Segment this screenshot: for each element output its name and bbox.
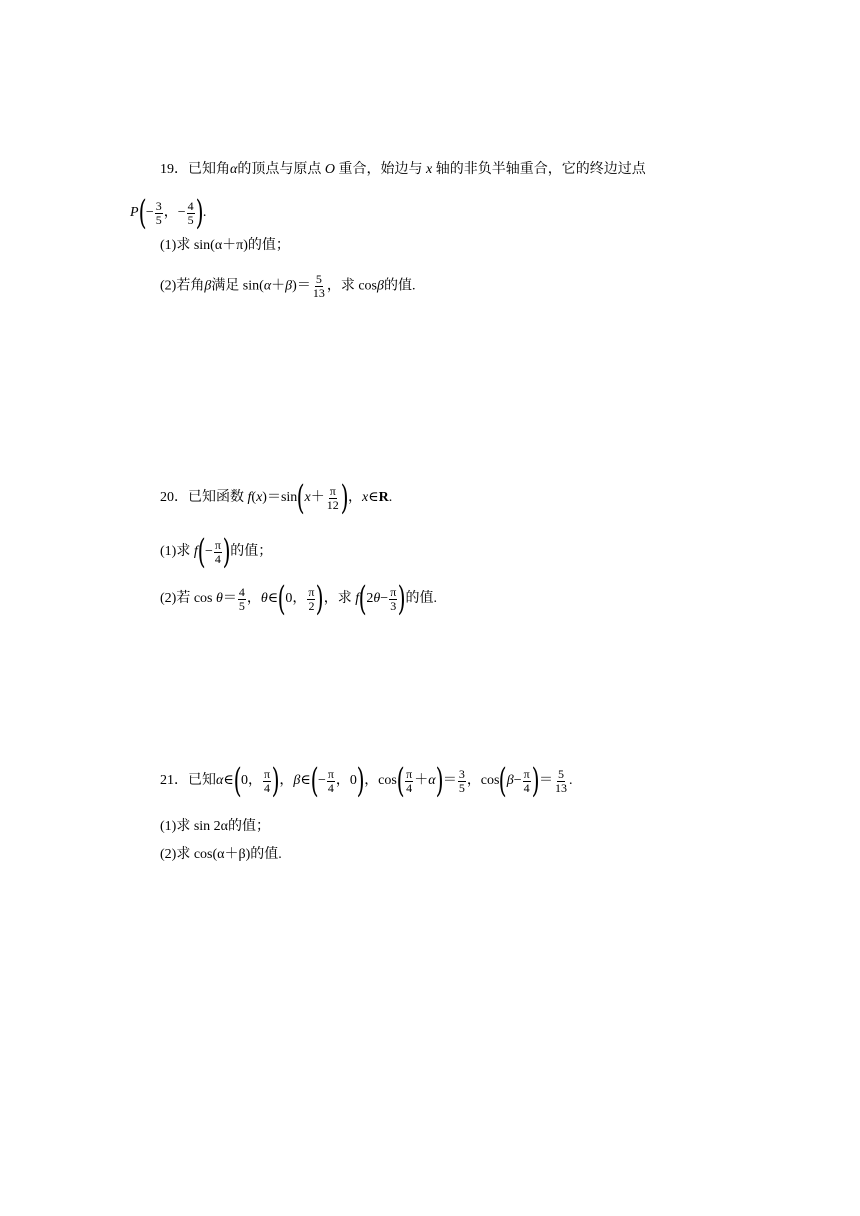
q19-part2 xyxy=(160,273,415,300)
numerator: 4 xyxy=(238,584,245,599)
denominator: 13 xyxy=(554,780,567,795)
text: (1)求 xyxy=(160,544,194,560)
beta-symbol: β xyxy=(204,278,212,294)
x-symbol: x xyxy=(362,490,369,506)
fraction xyxy=(327,768,335,795)
denominator: 4 xyxy=(214,551,221,566)
text: ， xyxy=(246,591,261,607)
right-paren: ) xyxy=(271,761,280,801)
fraction xyxy=(238,586,246,613)
text: )＝sin xyxy=(262,490,298,506)
left-paren: ( xyxy=(233,761,242,801)
fraction xyxy=(458,768,466,795)
text: 21．已知 xyxy=(160,773,216,789)
left-paren: ( xyxy=(138,193,147,233)
text: 的值. xyxy=(405,591,438,607)
left-paren: ( xyxy=(310,761,319,801)
q19-stem xyxy=(160,160,646,180)
q21-stem: 21．已知α∈(0， $\frac{\pi}{4}$ )，β∈(− $\frac{\pi}{4}$ ，0)，cos( $\frac{\pi}{4}$ ＋α)＝ $\frac{3}{5}$ ，cos(β− $\frac{\pi}{4}$ )＝ $\frac{5}{13}$ . xyxy=(160,761,573,801)
numerator: π xyxy=(327,766,334,781)
theta-symbol: θ xyxy=(216,591,223,607)
denominator: 4 xyxy=(523,780,530,795)
fraction xyxy=(155,200,163,227)
theta-symbol: θ xyxy=(260,591,268,607)
q20-part1: (1)求 f(− $\frac{\pi}{4}$ )的值； xyxy=(160,532,273,572)
x-symbol: x xyxy=(425,162,433,177)
numerator: 3 xyxy=(155,198,162,213)
left-paren: ( xyxy=(396,761,405,801)
f-symbol: f xyxy=(193,544,198,560)
right-paren: ) xyxy=(397,579,406,619)
text: ＝ xyxy=(222,591,237,607)
text: 满足 sin( xyxy=(211,278,264,294)
denominator: 2 xyxy=(308,598,315,613)
text: 20．已知函数 xyxy=(160,490,248,506)
x-symbol: x xyxy=(304,490,311,506)
alpha-symbol: α xyxy=(428,773,436,789)
denominator: 3 xyxy=(390,598,397,613)
left-paren: ( xyxy=(197,532,206,572)
denominator: 5 xyxy=(238,598,245,613)
fraction xyxy=(263,768,271,795)
text: ，求 cos xyxy=(326,278,377,294)
fraction xyxy=(389,586,397,613)
text: 的顶点与原点 xyxy=(237,162,325,177)
denominator: 12 xyxy=(326,497,339,512)
denominator: 4 xyxy=(406,780,413,795)
text: (2)若角 xyxy=(160,278,205,294)
fraction xyxy=(312,273,326,300)
fraction xyxy=(554,768,568,795)
q20-part2: (2)若 cos θ＝ $\frac{4}{5}$ ，θ∈(0， $\frac{\pi}{2}$ )，求 f(2θ− $\frac{\pi}{3}$ )的值. xyxy=(160,579,438,619)
text: 重合，始边与 xyxy=(334,162,426,177)
text: ( xyxy=(251,490,257,506)
denominator: 5 xyxy=(155,212,162,227)
numerator: π xyxy=(308,584,315,599)
numerator: 3 xyxy=(458,766,465,781)
left-paren: ( xyxy=(499,761,508,801)
f-symbol: f xyxy=(247,490,252,506)
denominator: 4 xyxy=(327,780,334,795)
text: 19．已知角 xyxy=(160,162,230,177)
right-paren: ) xyxy=(435,761,444,801)
numerator: 5 xyxy=(557,766,564,781)
numerator: π xyxy=(329,483,336,498)
fraction xyxy=(214,539,222,566)
numerator: π xyxy=(264,766,271,781)
right-paren: ) xyxy=(340,478,349,518)
origin-label: O xyxy=(324,162,335,177)
fraction xyxy=(307,586,315,613)
q21-part2: (2)求 cos(α＋β)的值. xyxy=(160,847,282,862)
beta-symbol: β xyxy=(506,773,514,789)
denominator: 4 xyxy=(264,780,271,795)
text: ， xyxy=(348,490,363,506)
q21-part1: (1)求 sin 2α的值； xyxy=(160,819,270,834)
q19-point: P(− $\frac{3}{5}$ ，− $\frac{4}{5}$ ). xyxy=(130,193,207,233)
fraction xyxy=(405,768,413,795)
left-paren: ( xyxy=(296,478,305,518)
right-paren: ) xyxy=(356,761,365,801)
numerator: π xyxy=(390,584,397,599)
text: )＝ xyxy=(292,278,311,294)
alpha-symbol: α xyxy=(263,278,272,294)
numerator: π xyxy=(523,766,530,781)
beta-symbol: β xyxy=(285,278,293,294)
q19-part1: (1)求 sin(α＋π)的值； xyxy=(160,238,290,253)
x-symbol: x xyxy=(256,490,263,506)
q20-stem: 20．已知函数 f(x)＝sin(x＋ $\frac{\pi}{12}$ )，x∈R. xyxy=(160,478,393,518)
numerator: 5 xyxy=(315,272,322,286)
denominator: 13 xyxy=(312,286,325,300)
text: 的值. xyxy=(383,278,416,294)
fraction xyxy=(523,768,531,795)
text: ，求 xyxy=(323,591,356,607)
denominator: 5 xyxy=(187,212,194,227)
f-symbol: f xyxy=(355,591,360,607)
denominator: 5 xyxy=(458,780,465,795)
fraction xyxy=(326,485,340,512)
beta-symbol: β xyxy=(293,773,301,789)
text: 轴的非负半轴重合，它的终边过点 xyxy=(432,162,646,177)
real-set-symbol: R xyxy=(378,490,389,506)
left-paren: ( xyxy=(358,579,367,619)
text: 的值； xyxy=(230,544,273,560)
theta-symbol: θ xyxy=(373,591,381,607)
fraction xyxy=(187,200,195,227)
alpha-symbol: α xyxy=(230,162,238,177)
alpha-symbol: α xyxy=(216,773,224,789)
numerator: 4 xyxy=(187,198,194,213)
right-paren: ) xyxy=(531,761,540,801)
point-label: P xyxy=(130,205,139,221)
right-paren: ) xyxy=(316,579,325,619)
beta-symbol: β xyxy=(377,278,384,294)
left-paren: ( xyxy=(277,579,286,619)
numerator: π xyxy=(214,537,221,552)
text: ＋ xyxy=(271,278,286,294)
text: (2)若 cos xyxy=(160,591,216,607)
numerator: π xyxy=(406,766,413,781)
right-paren: ) xyxy=(222,532,231,572)
right-paren: ) xyxy=(195,193,204,233)
